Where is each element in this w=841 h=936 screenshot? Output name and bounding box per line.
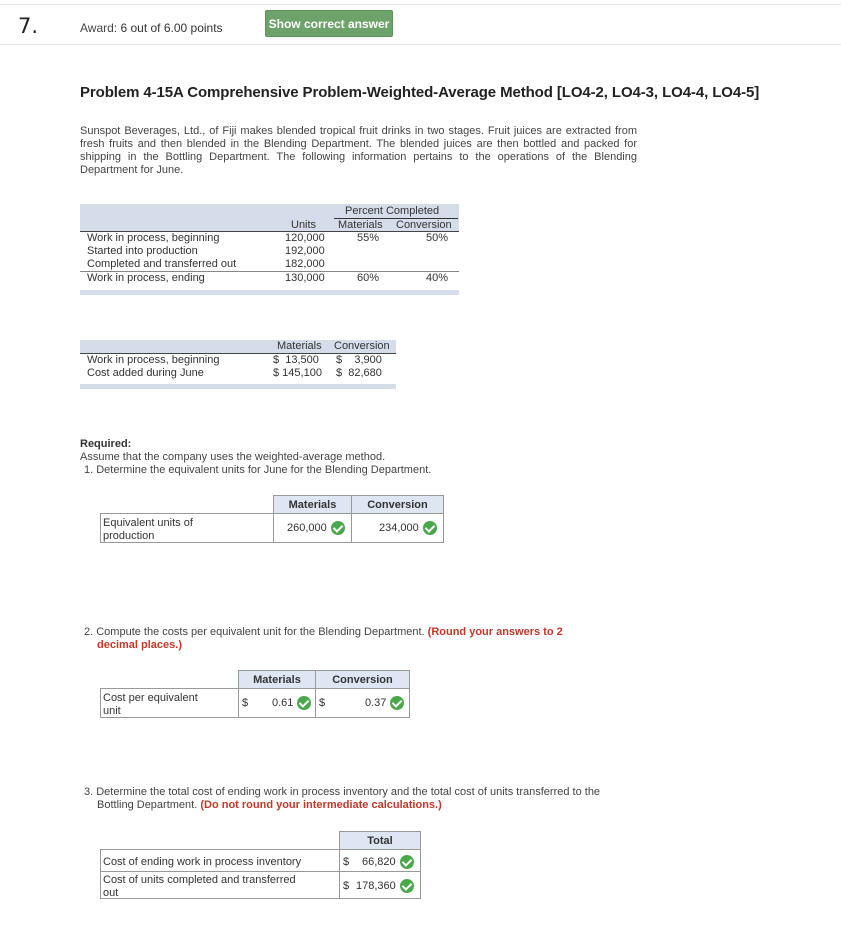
percent-completed-header: Percent Completed bbox=[345, 205, 440, 217]
units-row-label: Started into production bbox=[87, 245, 198, 257]
part2-materials-field[interactable] bbox=[272, 696, 311, 710]
part2-col-divider bbox=[315, 688, 316, 718]
units-row-conversion: 40% bbox=[426, 272, 449, 284]
units-row-units: 120,000 bbox=[285, 232, 325, 244]
part1-col-divider bbox=[351, 513, 352, 543]
units-row-units: 182,000 bbox=[285, 258, 325, 270]
part1-col-divider bbox=[273, 513, 274, 543]
cost-row-conversion: $ 3,900 bbox=[336, 354, 382, 366]
cost-row-label: Cost added during June bbox=[87, 367, 204, 379]
correct-check-icon bbox=[400, 879, 414, 893]
part1-conversion-header: Conversion bbox=[351, 495, 444, 514]
required-assumption: Assume that the company uses the weighted-average method. bbox=[80, 451, 386, 463]
part2-question-text: 2. Compute the costs per equivalent unit for the Blending Department. bbox=[84, 626, 425, 638]
cost-row-label: Work in process, beginning bbox=[87, 354, 220, 366]
correct-check-icon bbox=[331, 521, 345, 535]
required-heading: Required: bbox=[80, 438, 132, 450]
part1-question: 1. Determine the equivalent units for June for the Blending Department. bbox=[84, 464, 432, 476]
part2-conversion-field[interactable] bbox=[365, 696, 404, 710]
cost-materials-header: Materials bbox=[277, 340, 322, 352]
correct-check-icon bbox=[297, 696, 311, 710]
part2-materials-header: Materials bbox=[238, 670, 316, 689]
part3-row1-currency: $ bbox=[343, 856, 350, 868]
award-label: Award: bbox=[80, 21, 118, 35]
problem-intro: Sunspot Beverages, Ltd., of Fiji makes blended tropical fruit drinks in two stages. Fruit juices are extracted from fresh fruits and then blended in the Blending Department. The blended juices are then bottled and packed for shipping in the Bottling Department. The following information pertains to the operations of the Blending Department for June. bbox=[80, 125, 637, 176]
part2-materials-value: 0.61 bbox=[272, 696, 294, 709]
part2-row-label-line2: unit bbox=[103, 705, 121, 717]
part1-materials-header: Materials bbox=[273, 495, 352, 514]
part3-total-header: Total bbox=[339, 831, 421, 850]
part3-row2-value: 178,360 bbox=[356, 879, 396, 892]
units-table-footer-band bbox=[80, 290, 459, 295]
part3-question-text: Bottling Department. bbox=[97, 799, 198, 811]
part2-instruction-1: (Round your answers to 2 bbox=[427, 626, 563, 638]
award-status bbox=[80, 21, 223, 35]
part3-row2-label-line2: out bbox=[103, 887, 119, 899]
part1-conversion-field[interactable] bbox=[379, 521, 437, 535]
part3-instruction: (Do not round your intermediate calculations.) bbox=[200, 799, 442, 811]
part1-materials-value: 260,000 bbox=[287, 521, 327, 534]
units-row-materials: 55% bbox=[357, 232, 380, 244]
units-column-header: Units bbox=[291, 219, 317, 231]
question-number: 7. bbox=[18, 14, 39, 38]
units-row-label: Completed and transferred out bbox=[87, 258, 237, 270]
part3-question-line1: 3. Determine the total cost of ending work in process inventory and the total cost of units transferred to the bbox=[84, 786, 601, 798]
units-row-units: 130,000 bbox=[285, 272, 325, 284]
part2-question bbox=[84, 626, 640, 639]
part3-row1-value: 66,820 bbox=[362, 855, 396, 868]
part3-row2-label bbox=[103, 874, 296, 900]
units-row-conversion: 50% bbox=[426, 232, 449, 244]
units-row-label: Work in process, ending bbox=[87, 272, 205, 284]
part1-row-label bbox=[103, 517, 193, 543]
part3-row2-label-line1: Cost of units completed and transferred bbox=[103, 874, 296, 886]
units-row-materials: 60% bbox=[357, 272, 380, 284]
part3-col-divider bbox=[339, 849, 340, 899]
part2-instruction-2: decimal places.) bbox=[97, 639, 182, 651]
cost-conversion-header: Conversion bbox=[334, 340, 390, 352]
part1-materials-field[interactable] bbox=[287, 521, 345, 535]
header-divider bbox=[0, 44, 841, 45]
part2-conversion-value: 0.37 bbox=[365, 696, 387, 709]
part3-question-line2 bbox=[97, 799, 442, 812]
part3-row2-field[interactable] bbox=[356, 879, 414, 893]
correct-check-icon bbox=[423, 521, 437, 535]
part1-row-label-line1: Equivalent units of bbox=[103, 517, 193, 529]
part3-row1-label: Cost of ending work in process inventory bbox=[103, 856, 302, 868]
part3-row2-currency: $ bbox=[343, 880, 350, 892]
award-value: 6 out of 6.00 points bbox=[120, 21, 223, 35]
part1-conversion-value: 234,000 bbox=[379, 521, 419, 534]
show-correct-answer-button[interactable]: Show correct answer bbox=[265, 10, 393, 37]
cost-row-materials: $ 13,500 bbox=[273, 354, 319, 366]
cost-row-materials: $ 145,100 bbox=[273, 367, 322, 379]
correct-check-icon bbox=[390, 696, 404, 710]
part3-row1-field[interactable] bbox=[362, 855, 414, 869]
correct-check-icon bbox=[400, 855, 414, 869]
part2-conversion-header: Conversion bbox=[315, 670, 410, 689]
problem-title: Problem 4-15A Comprehensive Problem-Weighted-Average Method [LO4-2, LO4-3, LO4-4, LO4-5] bbox=[80, 84, 760, 101]
units-row-units: 192,000 bbox=[285, 245, 325, 257]
part1-row-label-line2: production bbox=[103, 530, 155, 542]
part2-materials-currency: $ bbox=[242, 697, 249, 709]
units-row-label: Work in process, beginning bbox=[87, 232, 220, 244]
part2-col-divider bbox=[238, 688, 239, 718]
materials-column-header: Materials bbox=[338, 219, 383, 231]
part2-row-label-line1: Cost per equivalent bbox=[103, 692, 198, 704]
cost-row-conversion: $ 82,680 bbox=[336, 367, 382, 379]
conversion-column-header: Conversion bbox=[396, 219, 452, 231]
part3-row-divider bbox=[100, 871, 421, 872]
cost-table-footer-band bbox=[80, 384, 396, 389]
part2-row-label bbox=[103, 692, 198, 718]
part2-conversion-currency: $ bbox=[319, 697, 326, 709]
top-divider bbox=[0, 4, 841, 5]
